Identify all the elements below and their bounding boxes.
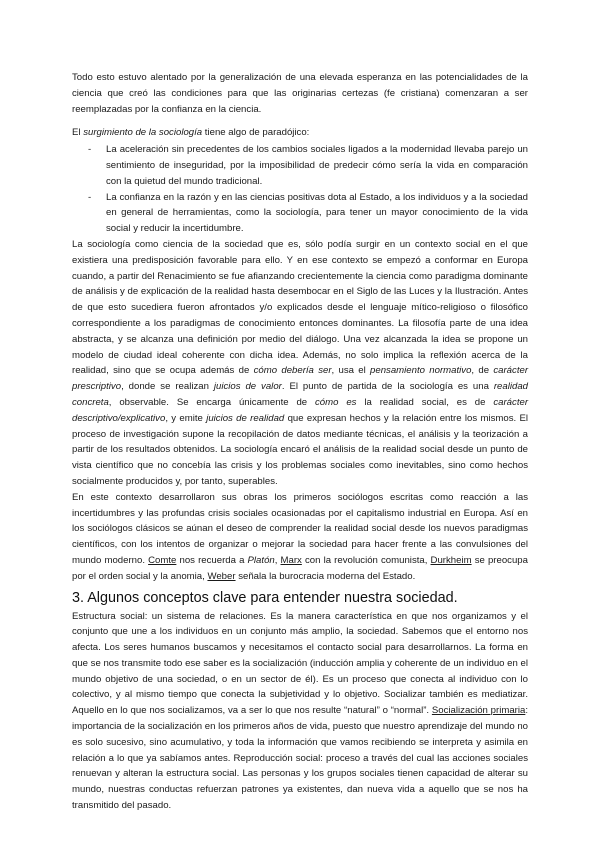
estructura-paragraph <box>72 609 528 814</box>
text-run: con la revolución comunista, <box>301 554 431 566</box>
author-link-marx[interactable]: Marx <box>280 554 302 566</box>
sociologia-paragraph <box>72 237 528 490</box>
section-heading: 3. Algunos conceptos clave para entender nuestra sociedad. <box>72 589 458 606</box>
text-run: se preocupa por el orden social y la anomia, <box>72 554 528 582</box>
emphasis: juicios de realidad <box>206 412 285 424</box>
term-socializacion-primaria: Socialización primaria <box>431 705 526 717</box>
text-run: , y emite <box>165 412 207 424</box>
list-item <box>72 190 528 237</box>
list-item-text: La aceleración sin precedentes de los cambios sociales ligados a la modernidad llevaba parejo un sentimiento de inseguridad, por la imposibilidad de predecir cómo sería la vida en comparación con la quietud del mundo tradicional. <box>106 144 528 187</box>
list-item <box>72 142 528 189</box>
emphasis: Platón <box>247 554 275 566</box>
intro-paragraph: Todo esto estuvo alentado por la generalización de una elevada esperanza en las potencialidades de la ciencia que creó las condiciones para que las originarias certezas (fe cristiana) comenzaran a ser reemplazadas por la confianza en la ciencia. <box>72 72 528 115</box>
surgimiento-line <box>72 125 528 141</box>
text-run: Estructura social: un sistema de relaciones. Es la manera característica en que nos organizamos y el conjunto que une a los individuos en un conjunto más amplio, la sociedad. Sabemos que el entorno nos afecta. Los seres humanos buscamos y necesitamos el contacto social para desarrollarnos. La forma en que se nos transmite todo ese saber es la socialización (inducción amplia y coherente de un individuo en el mundo objetivo de una sociedad, o en un sector de él). Es un proceso que conecta al individuo con lo colectivo, y al mismo tiempo que conecta la subjetividad y lo objetivo. Socializar también es mediatizar. Aquello en lo que nos socializamos, va a ser lo que nos resulte “natural” o “normal”. <box>72 610 528 717</box>
emphasis: pensamiento normativo <box>370 365 472 377</box>
text-run: , <box>274 554 281 566</box>
text-run: tiene algo de paradójico: <box>202 127 310 139</box>
text-run: El <box>72 127 84 139</box>
contexto-paragraph <box>72 490 528 585</box>
document-page <box>72 70 528 814</box>
text-run: , usa el <box>331 365 371 377</box>
author-link-comte[interactable]: Comte <box>148 554 177 566</box>
text-run: nos recuerda a <box>176 554 248 566</box>
text-run: , de <box>471 365 494 377</box>
bullet-list <box>72 142 528 237</box>
text-run: señala la burocracia moderna del Estado. <box>235 570 416 582</box>
emphasis: cómo es <box>315 396 357 408</box>
text-run: En este contexto desarrollaron sus obras los primeros sociólogos escritas como reacción a las incertidumbres y las profundas crisis sociales ocasionadas por el capitalismo industrial en Europa. Así en los sociólogos clásicos se aúnan el deseo de comprender la realidad social desde los nuevos paradigmas científicos, con los intentos de organizar o mejorar la sociedad para hacer frente a las convulsiones del mundo moderno. <box>72 491 528 566</box>
text-run: que expresan hechos y la relación entre los mismos. El proceso de investigación supone la recopilación de datos mediante técnicas, el análisis y la teorización a partir de los resultados obtenidos. La sociología encaró el análisis de la realidad social desde un punto de vista científico que no concebía las crisis y los problemas sociales como inevitables, sino como hechos socialmente producidos y, por tanto, superables. <box>72 412 529 487</box>
text-run: , donde se realizan <box>121 381 214 393</box>
text-run: . El punto de partida de la sociología es una <box>281 381 494 393</box>
emphasis: cómo debería ser <box>253 365 332 377</box>
bullet-dash: - <box>88 144 92 156</box>
emphasis: juicios de valor <box>213 381 282 393</box>
text-run: La sociología como ciencia de la sociedad que es, sólo podía surgir en un contexto social en el que existiera una predisposición favorable para ello. Y en ese contexto se empezó a conformar en Europa cuando, a partir del Renacimiento se fue afianzando crecientemente la ciencia como paradigma dominante de análisis y de explicación de la realidad hasta desembocar en el Siglo de las Luces y la Ilustración. Antes de que esto sucediera fueron afrontados y/o explicados desde el lenguaje mítico-religioso o filosófico correspondiente a los paradigmas de conocimiento entonces dominantes. La filosofía parte de una idea abstracta, y se alcanza una definición por medio del diálogo. Una vez alcanzada la idea se propone un modelo de ciudad ideal coherente con dicha idea. Además, no solo implica la reflexión acerca de la realidad, sino que se ocupa además de <box>72 238 528 377</box>
author-link-weber[interactable]: Weber <box>207 570 236 582</box>
emphasis: carácter descriptivo/explicativo <box>72 396 529 424</box>
bullet-dash: - <box>88 191 92 203</box>
emphasis: carácter prescriptivo <box>72 365 529 393</box>
author-link-durkheim[interactable]: Durkheim <box>430 554 472 566</box>
text-run: , observable. Se encarga únicamente de <box>108 396 315 408</box>
list-item-text: La confianza en la razón y en las ciencias positivas dota al Estado, a los individuos y a la sociedad en general de herramientas, como la sociología, para tener un mayor conocimiento de la vida social y reducir la incertidumbre. <box>106 191 528 235</box>
emphasis: realidad concreta <box>72 381 528 408</box>
emphasis: surgimiento de la sociología <box>83 127 203 139</box>
text-run: la realidad social, es de <box>356 396 494 408</box>
text-run: : importancia de la socialización en los primeros años de vida, puesto que nuestro aprendizaje del mundo no es solo sucesivo, sino acumulativo, y toda la información que vamos recibiendo se interpreta y asimila en relación a lo que ya sabíamos antes. Reproducción social: proceso a través del cual las acciones sociales renuevan y alteran la estructura social. Las personas y los grupos sociales tienen capacidad de alterar su mundo, nuestras conductas refuerzan patrones ya existentes, dan nueva vida a aquello que se nos ha transmitido del pasado. <box>72 705 529 812</box>
